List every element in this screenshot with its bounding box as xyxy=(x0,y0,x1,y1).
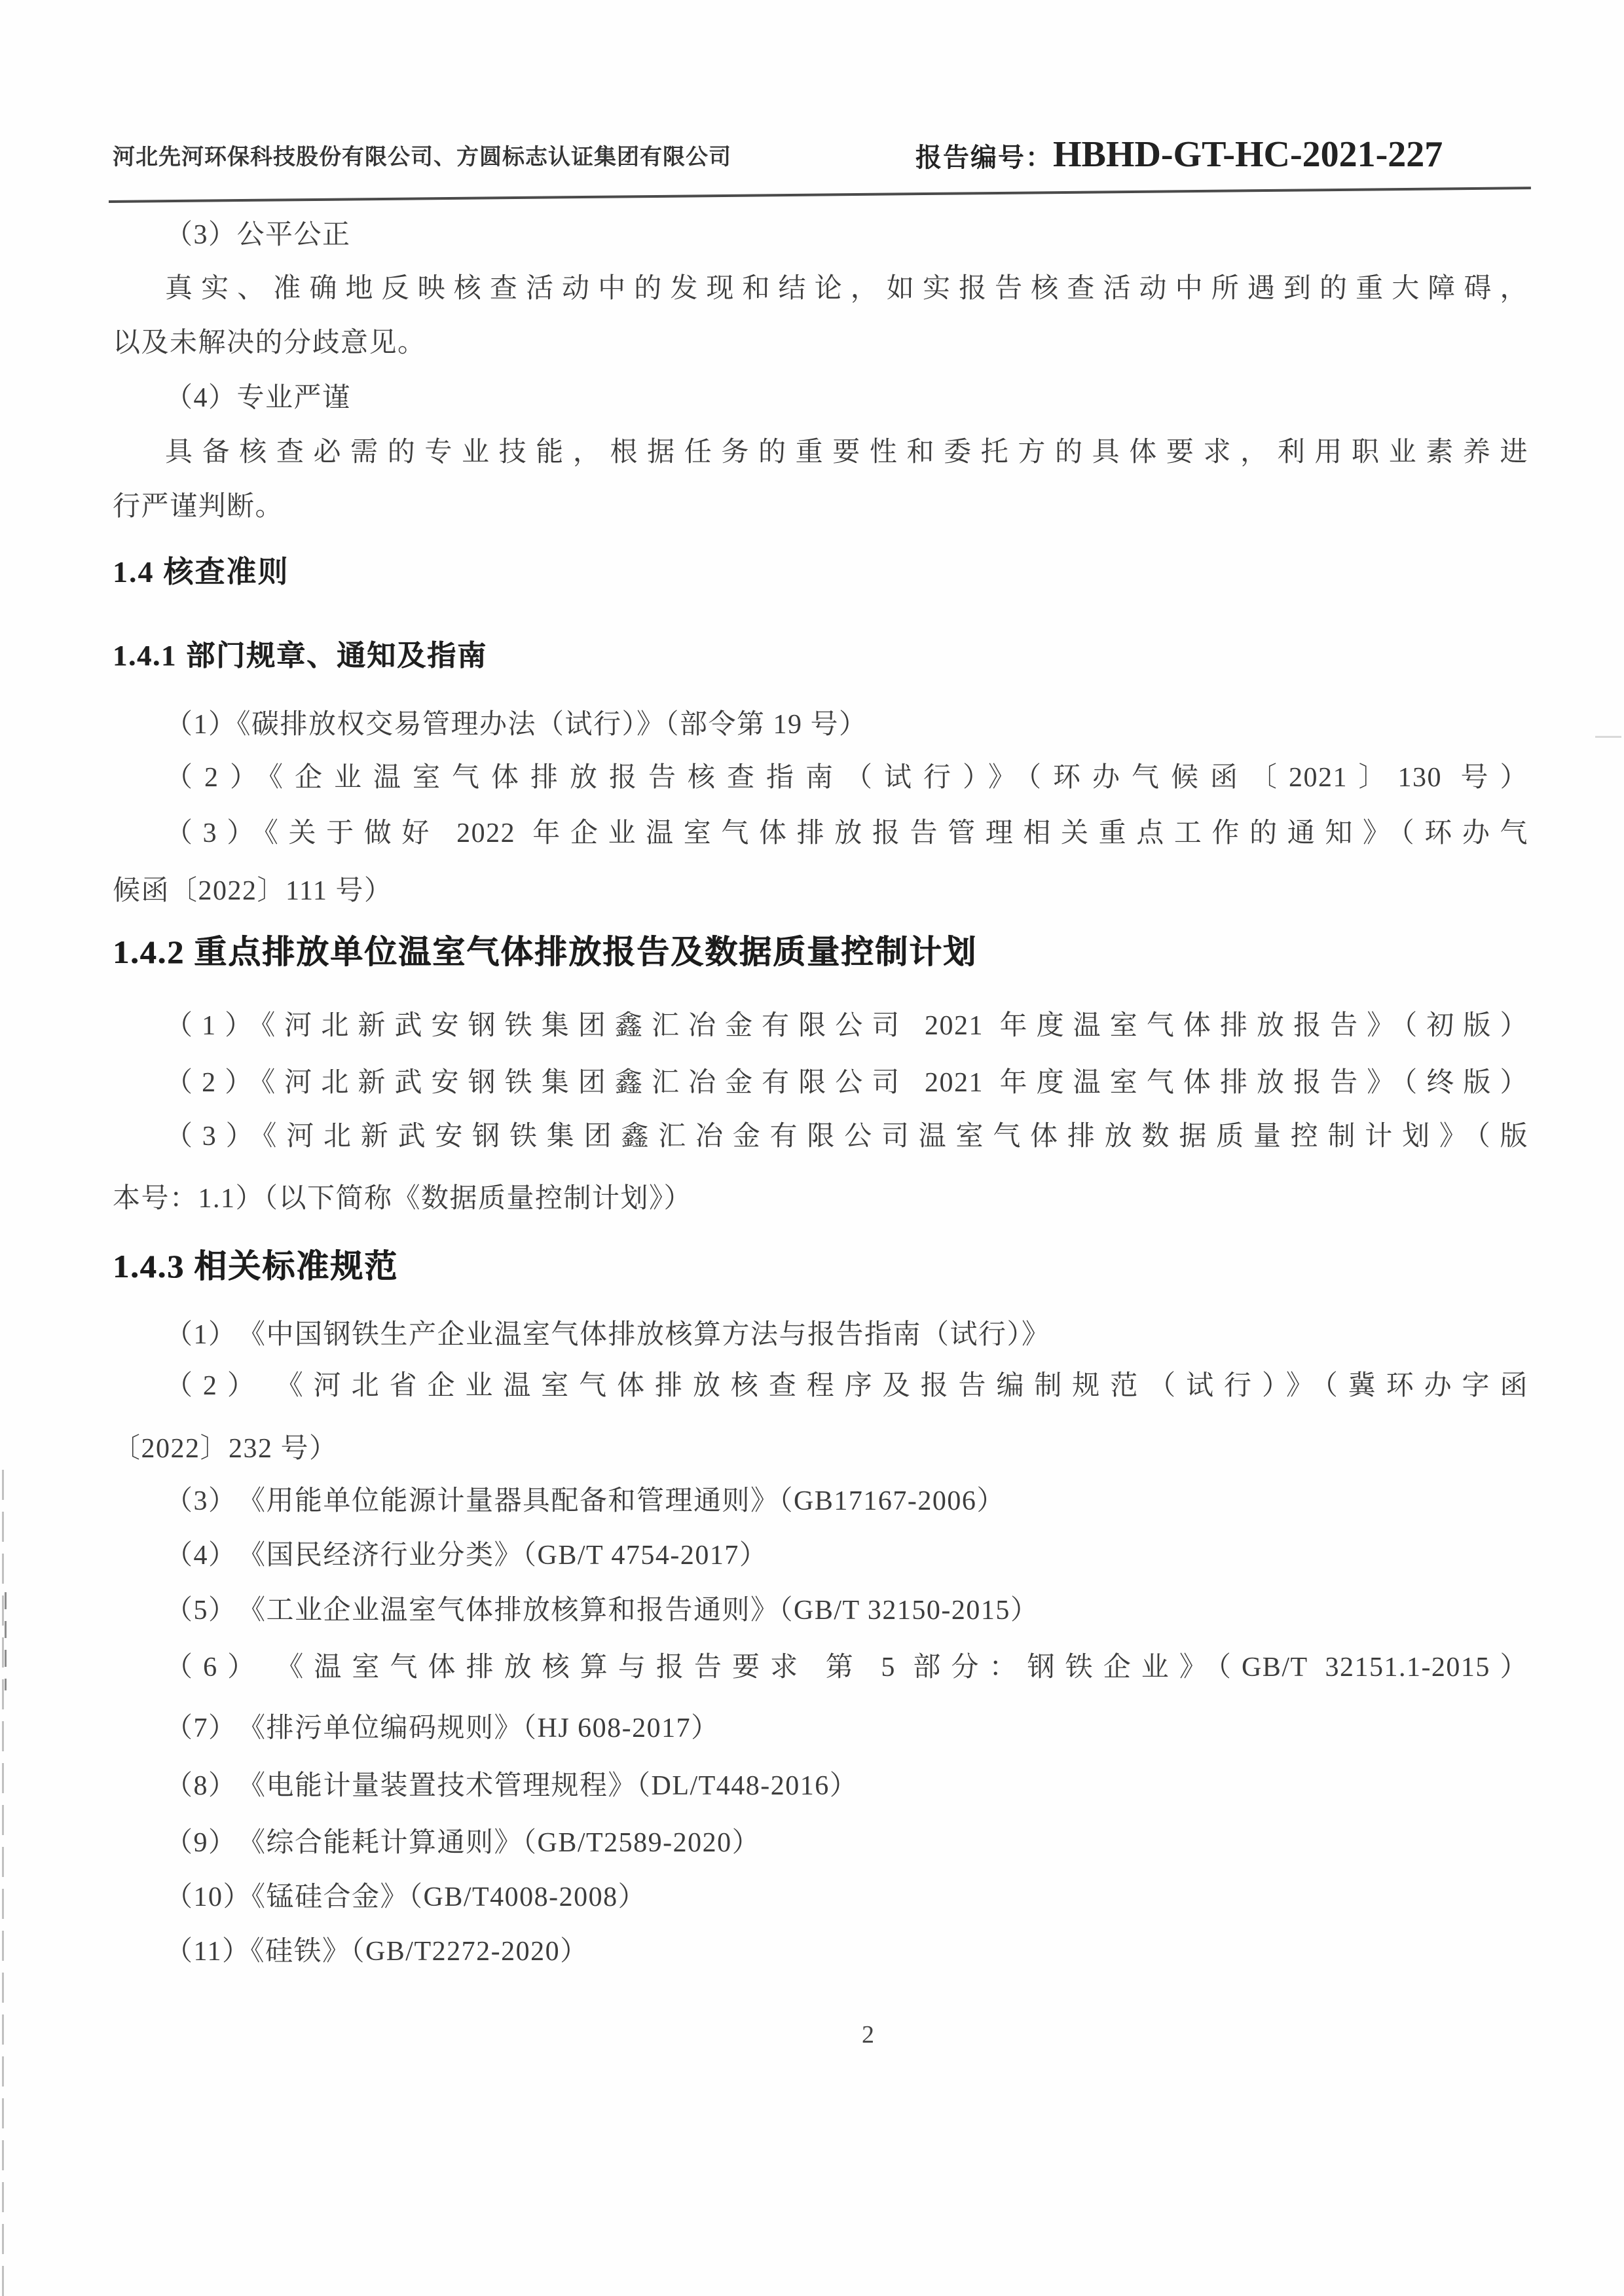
paragraph-line: 真实、准确地反映核查活动中的发现和结论，如实报告核查活动中所遇到的重大障碍， xyxy=(165,274,1528,304)
section-heading-1-4-1 xyxy=(113,639,487,674)
section-heading-1-4-2 xyxy=(113,932,977,972)
list-item-continuation: 本号：1.1）（以下简称《数据质量控制计划》） xyxy=(113,1184,693,1214)
paragraph-line: 具备核查必需的专业技能，根据任务的重要性和委托方的具体要求，利用职业素养进 xyxy=(165,437,1528,467)
scan-artifact-right-smudge xyxy=(1595,736,1621,738)
section-number: 1.4.2 xyxy=(113,934,185,970)
scan-artifact-left-edge xyxy=(2,1470,4,2296)
section-number: 1.4 xyxy=(113,555,155,589)
list-item: （1）《碳排放权交易管理办法（试行）》（部令第 19 号） xyxy=(165,710,868,740)
list-item: （3） 《用能单位能源计量器具配备和管理通则》（GB17167-2006） xyxy=(165,1486,1005,1516)
page-number: 2 xyxy=(862,2021,874,2049)
list-item: （4） 《国民经济行业分类》（GB/T 4754-2017） xyxy=(165,1540,768,1571)
paragraph-line: 行严谨判断。 xyxy=(113,492,284,522)
section-title: 重点排放单位温室气体排放报告及数据质量控制计划 xyxy=(194,934,977,970)
list-item: （7） 《排污单位编码规则》（HJ 608-2017） xyxy=(165,1713,720,1743)
section-heading-1-4-3 xyxy=(113,1247,398,1286)
list-item: （9） 《综合能耗计算通则》（GB/T2589-2020） xyxy=(165,1828,761,1858)
section-title: 相关标准规范 xyxy=(194,1248,398,1285)
section-number: 1.4.1 xyxy=(113,640,177,672)
list-item: （2）《河北新武安钢铁集团鑫汇冶金有限公司 2021 年度温室气体排放报告》（终版） xyxy=(165,1068,1528,1098)
header-report-number xyxy=(915,134,1443,175)
section-number: 1.4.3 xyxy=(113,1248,185,1285)
list-item-continuation: 候函〔2022〕111 号） xyxy=(113,876,393,906)
list-item: （3）《关于做好 2022 年企业温室气体排放报告管理相关重点工作的通知》（环办气 xyxy=(165,818,1528,848)
list-item: （1）《河北新武安钢铁集团鑫汇冶金有限公司 2021 年度温室气体排放报告》（初版） xyxy=(165,1011,1528,1041)
list-item: （11）《硅铁》（GB/T2272-2020） xyxy=(165,1937,589,1967)
paragraph-line: 以及未解决的分歧意见。 xyxy=(113,328,426,358)
list-item-continuation: 〔2022〕232 号） xyxy=(113,1434,338,1464)
list-item: （2）《企业温室气体排放报告核查指南（试行）》（环办气候函〔2021〕130 号） xyxy=(165,763,1528,793)
report-number-label: 报告编号： xyxy=(915,143,1053,172)
intro-item-4-title: （4）专业严谨 xyxy=(165,383,351,413)
section-title: 核查准则 xyxy=(163,555,289,589)
intro-item-3-title: （3）公平公正 xyxy=(165,220,351,250)
section-heading-1-4 xyxy=(113,554,289,590)
section-title: 部门规章、通知及指南 xyxy=(186,640,487,672)
scan-artifact-left-dash xyxy=(5,1592,7,1690)
list-item: （8） 《电能计量装置技术管理规程》（DL/T448-2016） xyxy=(165,1771,858,1801)
list-item: （1） 《中国钢铁生产企业温室气体排放核算方法与报告指南（试行）》 xyxy=(165,1320,1050,1350)
header-rule xyxy=(109,187,1531,203)
list-item: （5） 《工业企业温室气体排放核算和报告通则》（GB/T 32150-2015） xyxy=(165,1595,1039,1626)
report-number-value: HBHD-GT-HC-2021-227 xyxy=(1053,134,1443,175)
list-item: （10）《锰硅合金》（GB/T4008-2008） xyxy=(165,1882,647,1912)
header-company-line: 河北先河环保科技股份有限公司、方圆标志认证集团有限公司 xyxy=(113,145,731,170)
list-item: （2） 《河北省企业温室气体排放核查程序及报告编制规范（试行）》（冀环办字函 xyxy=(165,1371,1528,1401)
list-item: （3）《河北新武安钢铁集团鑫汇冶金有限公司温室气体排放数据质量控制计划》（版 xyxy=(165,1121,1528,1152)
list-item: （6） 《温室气体排放核算与报告要求 第 5 部分：钢铁企业》（GB/T 32151.1-2015） xyxy=(165,1652,1528,1683)
